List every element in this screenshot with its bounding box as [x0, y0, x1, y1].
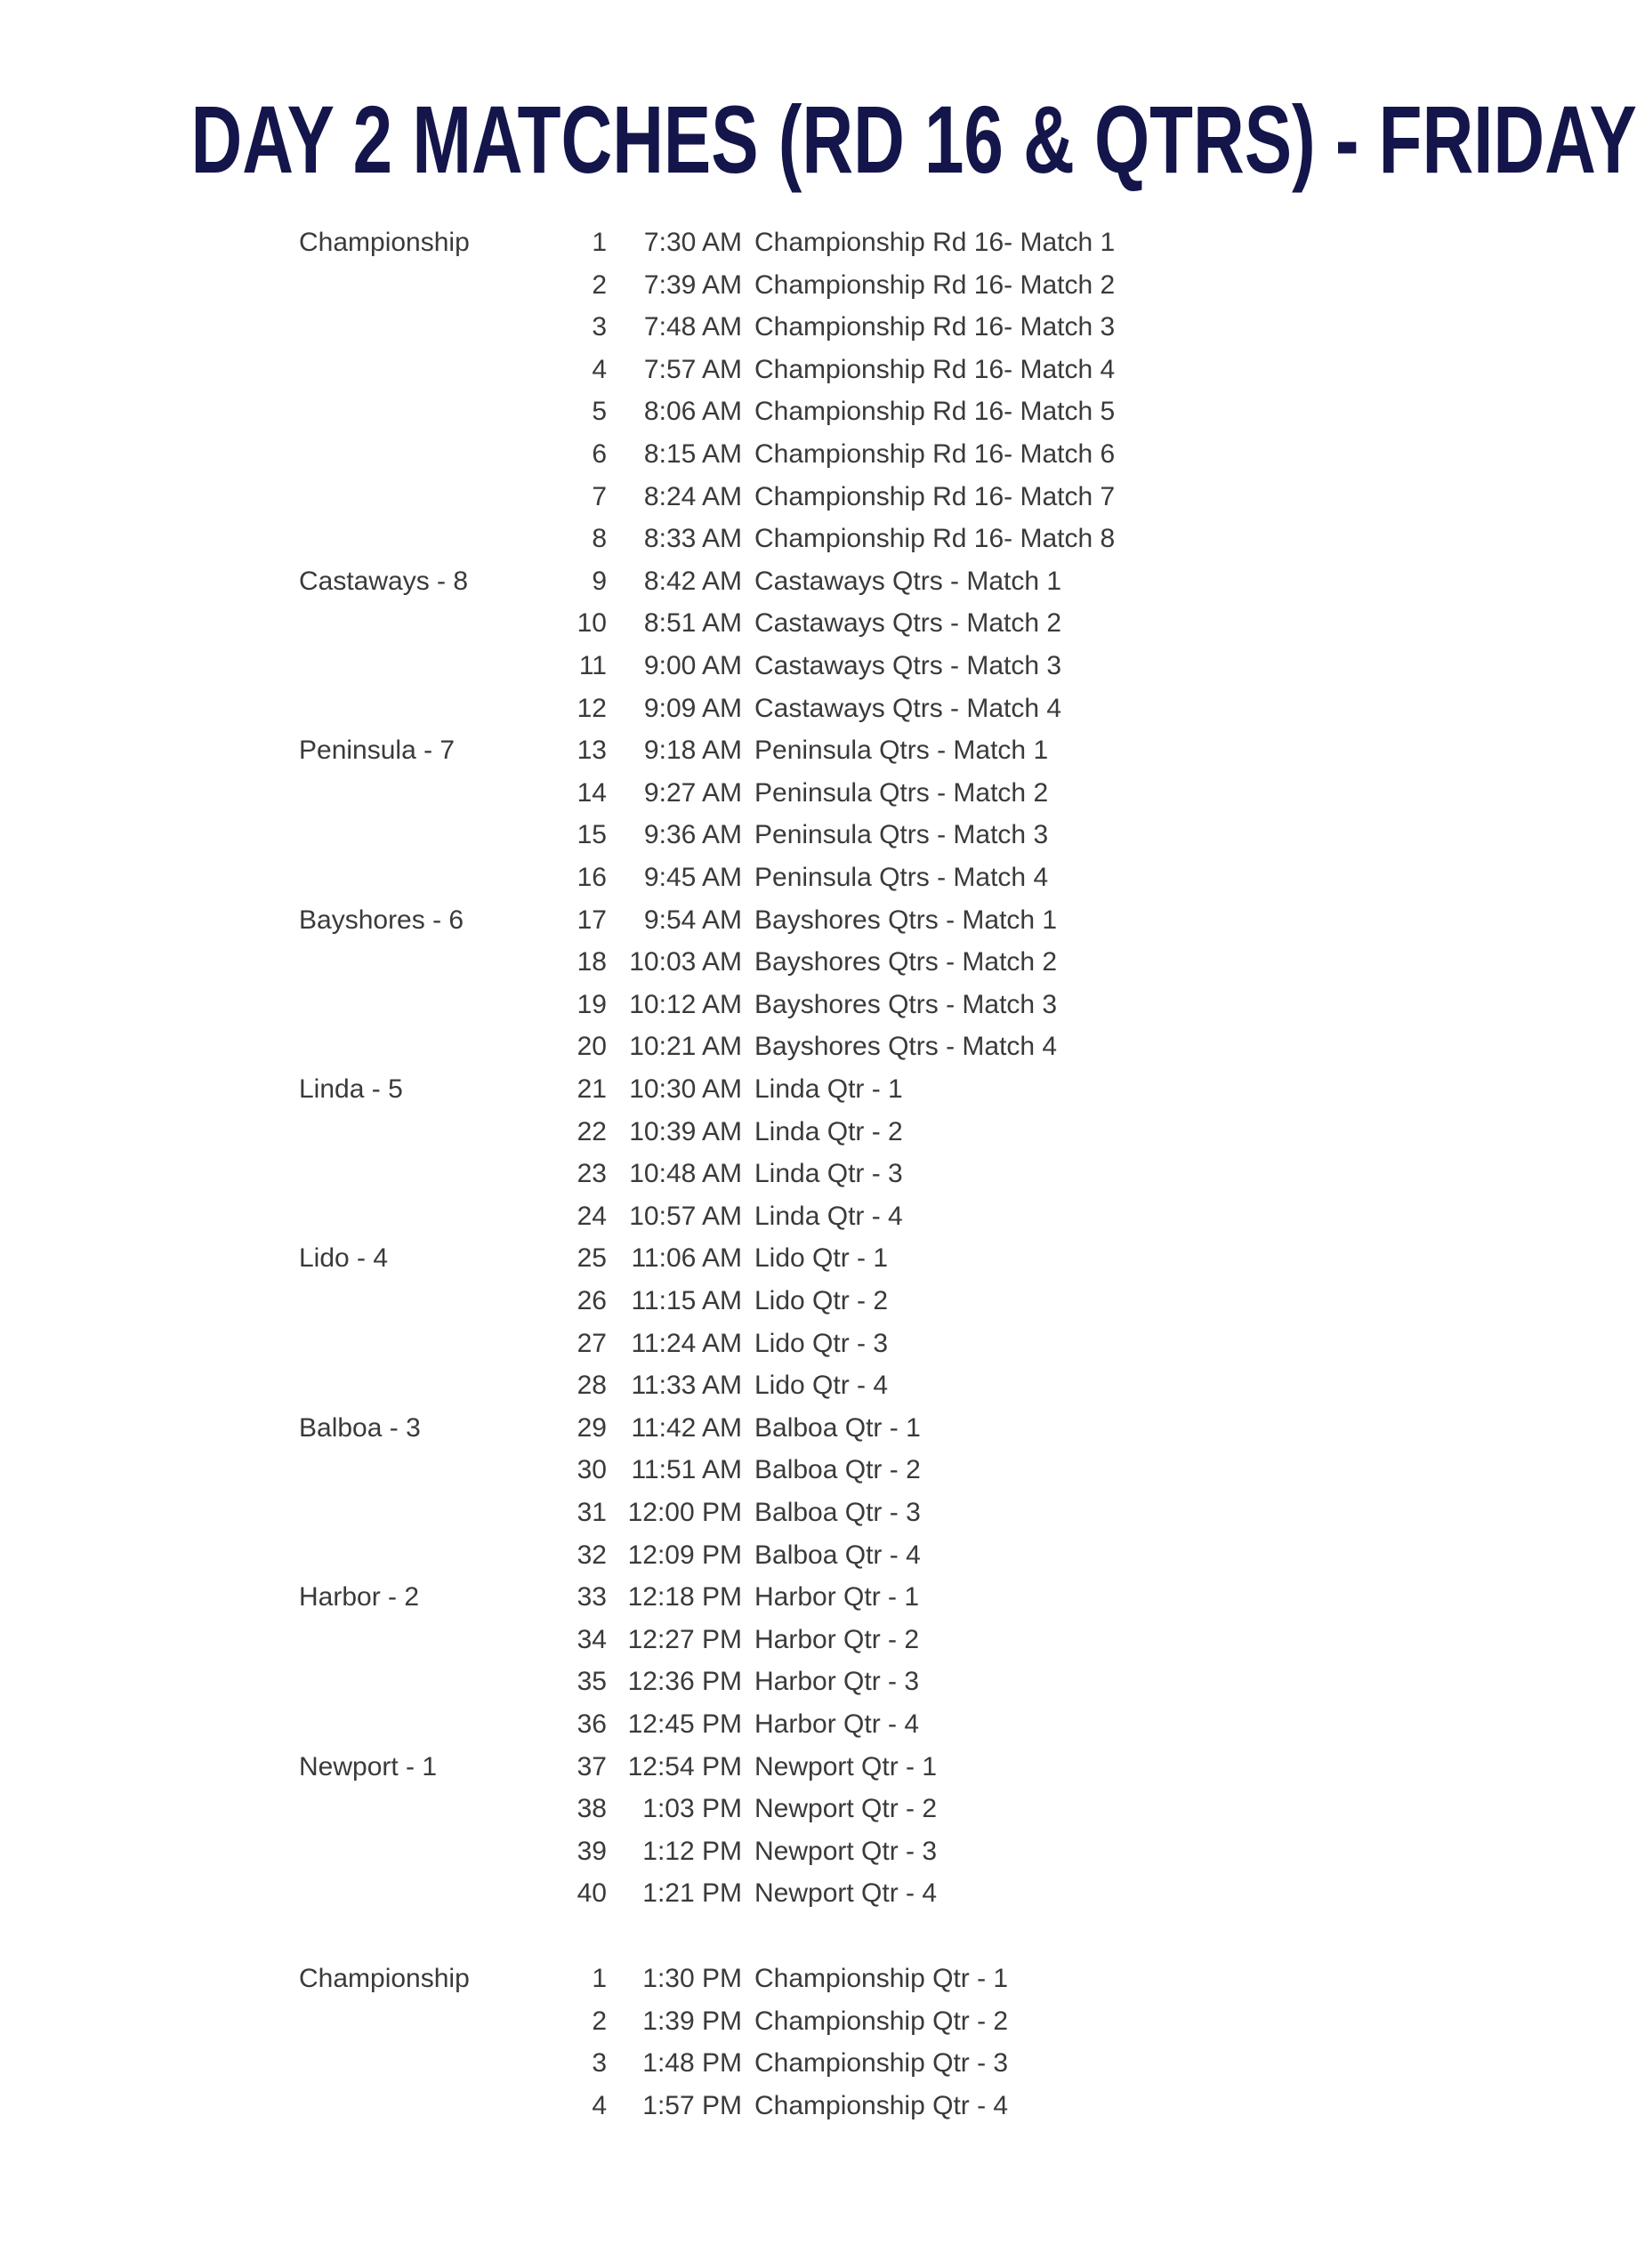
- match-time: 8:06 AM: [643, 397, 742, 427]
- match-number: 16: [577, 863, 607, 892]
- match-time: 7:39 AM: [643, 269, 742, 300]
- schedule-row: [0, 1789, 1468, 1830]
- match-number: 18: [577, 947, 607, 977]
- group-label: Linda - 5: [299, 1074, 403, 1104]
- match-description: Lido Qtr - 3: [754, 1328, 889, 1358]
- match-time: 11:06 AM: [631, 1243, 742, 1274]
- match-description: Peninsula Qtrs - Match 3: [754, 820, 1049, 850]
- schedule-row: [0, 985, 1468, 1025]
- schedule-row: [0, 1450, 1468, 1491]
- schedule-row: [0, 1238, 1468, 1279]
- match-number: 24: [577, 1201, 607, 1231]
- match-description: Championship Rd 16- Match 1: [754, 228, 1116, 257]
- group-label: Harbor - 2: [299, 1582, 420, 1613]
- schedule-row: [0, 2043, 1468, 2084]
- match-number: 19: [577, 989, 607, 1019]
- match-description: Lido Qtr - 4: [754, 1371, 889, 1401]
- match-number: 4: [592, 354, 607, 384]
- schedule-row: [0, 1620, 1468, 1661]
- match-time: 1:21 PM: [642, 1878, 742, 1909]
- match-description: Newport Qtr - 4: [754, 1878, 938, 1909]
- match-number: 14: [577, 777, 607, 808]
- match-number: 7: [592, 481, 607, 511]
- group-label: Bayshores - 6: [299, 905, 464, 935]
- match-time: 1:30 PM: [642, 1964, 742, 1993]
- match-description: Linda Qtr - 1: [754, 1074, 903, 1104]
- match-number: 3: [592, 2048, 607, 2079]
- match-time: 12:18 PM: [627, 1582, 742, 1613]
- schedule-row: [0, 477, 1468, 518]
- match-number: 40: [577, 1878, 607, 1909]
- match-description: Linda Qtr - 3: [754, 1159, 903, 1189]
- match-description: Championship Rd 16- Match 8: [754, 524, 1116, 554]
- match-number: 4: [592, 2090, 607, 2120]
- schedule-row: [0, 434, 1468, 475]
- group-label: Newport - 1: [299, 1751, 438, 1781]
- match-description: Peninsula Qtrs - Match 4: [754, 863, 1049, 892]
- match-description: Lido Qtr - 2: [754, 1286, 889, 1315]
- match-description: Bayshores Qtrs - Match 1: [754, 905, 1058, 935]
- match-time: 8:51 AM: [643, 608, 742, 639]
- match-time: 1:39 PM: [642, 2006, 742, 2036]
- group-label: Castaways - 8: [299, 566, 469, 596]
- match-number: 38: [577, 1794, 607, 1824]
- match-number: 1: [592, 228, 607, 257]
- schedule-row: [0, 1577, 1468, 1618]
- match-number: 8: [592, 524, 607, 554]
- schedule-row: [0, 1026, 1468, 1067]
- schedule-row: [0, 1281, 1468, 1322]
- match-number: 29: [577, 1412, 607, 1443]
- schedule-row: [0, 222, 1468, 263]
- match-number: 30: [577, 1455, 607, 1485]
- match-description: Bayshores Qtrs - Match 4: [754, 1032, 1058, 1062]
- match-number: 23: [577, 1159, 607, 1189]
- match-number: 15: [577, 820, 607, 850]
- match-description: Balboa Qtr - 4: [754, 1540, 921, 1570]
- match-time: 1:03 PM: [642, 1794, 742, 1824]
- match-description: Balboa Qtr - 3: [754, 1498, 921, 1527]
- match-number: 11: [578, 651, 607, 680]
- match-time: 11:42 AM: [631, 1412, 742, 1443]
- match-description: Castaways Qtrs - Match 4: [754, 693, 1062, 723]
- match-description: Newport Qtr - 1: [754, 1751, 938, 1781]
- match-time: 8:15 AM: [643, 439, 742, 469]
- match-time: 1:57 PM: [642, 2090, 742, 2120]
- match-description: Championship Rd 16- Match 2: [754, 269, 1116, 300]
- match-time: 9:36 AM: [643, 820, 742, 850]
- match-number: 33: [577, 1582, 607, 1613]
- match-number: 1: [592, 1964, 607, 1993]
- match-number: 12: [577, 693, 607, 723]
- match-number: 31: [577, 1498, 607, 1527]
- match-number: 6: [592, 439, 607, 469]
- match-number: 34: [577, 1624, 607, 1654]
- schedule-row: [0, 2086, 1468, 2127]
- schedule-row: [0, 773, 1468, 814]
- match-time: 10:57 AM: [629, 1201, 742, 1231]
- match-description: Harbor Qtr - 4: [754, 1709, 920, 1739]
- match-time: 10:39 AM: [629, 1116, 742, 1146]
- schedule-row: [0, 1069, 1468, 1110]
- group-label: Lido - 4: [299, 1243, 389, 1274]
- match-description: Championship Rd 16- Match 3: [754, 312, 1116, 342]
- match-description: Championship Rd 16- Match 4: [754, 354, 1116, 384]
- match-number: 37: [577, 1751, 607, 1781]
- match-number: 36: [577, 1709, 607, 1739]
- schedule-row: [0, 857, 1468, 898]
- schedule-row: [0, 603, 1468, 644]
- match-time: 9:09 AM: [643, 693, 742, 723]
- match-description: Championship Rd 16- Match 7: [754, 481, 1116, 511]
- match-description: Harbor Qtr - 1: [754, 1582, 920, 1613]
- match-time: 7:57 AM: [643, 354, 742, 384]
- match-number: 3: [592, 312, 607, 342]
- match-number: 25: [577, 1243, 607, 1274]
- match-time: 11:15 AM: [631, 1286, 742, 1315]
- match-description: Balboa Qtr - 1: [754, 1412, 921, 1443]
- match-time: 10:48 AM: [629, 1159, 742, 1189]
- match-description: Castaways Qtrs - Match 2: [754, 608, 1062, 639]
- schedule-row: [0, 350, 1468, 390]
- schedule-row: [0, 1873, 1468, 1914]
- match-description: Newport Qtr - 2: [754, 1794, 938, 1824]
- match-time: 12:27 PM: [627, 1624, 742, 1654]
- match-description: Lido Qtr - 1: [754, 1243, 889, 1274]
- schedule-row: [0, 730, 1468, 771]
- page-title: DAY 2 MATCHES (RD 16 & QTRS) - FRIDAY: [190, 85, 1637, 193]
- match-description: Harbor Qtr - 2: [754, 1624, 920, 1654]
- match-time: 10:12 AM: [629, 989, 742, 1019]
- match-number: 32: [577, 1540, 607, 1570]
- match-description: Bayshores Qtrs - Match 3: [754, 989, 1058, 1019]
- match-description: Linda Qtr - 4: [754, 1201, 903, 1231]
- match-time: 11:51 AM: [631, 1455, 742, 1485]
- match-number: 27: [577, 1328, 607, 1358]
- match-number: 35: [577, 1667, 607, 1697]
- group-label: Championship: [299, 228, 470, 257]
- match-number: 21: [577, 1074, 607, 1104]
- match-time: 12:54 PM: [627, 1751, 742, 1781]
- group-label: Balboa - 3: [299, 1412, 421, 1443]
- schedule-row: [0, 265, 1468, 306]
- group-label: Peninsula - 7: [299, 736, 456, 766]
- match-description: Castaways Qtrs - Match 1: [754, 566, 1062, 596]
- match-time: 12:00 PM: [627, 1498, 742, 1527]
- schedule-row: [0, 815, 1468, 856]
- schedule-row: [0, 1747, 1468, 1788]
- match-description: Peninsula Qtrs - Match 1: [754, 736, 1049, 766]
- match-time: 7:30 AM: [643, 228, 742, 257]
- match-description: Harbor Qtr - 3: [754, 1667, 920, 1697]
- match-time: 9:27 AM: [643, 777, 742, 808]
- match-description: Championship Qtr - 2: [754, 2006, 1009, 2036]
- schedule-row: [0, 2001, 1468, 2042]
- match-time: 12:45 PM: [627, 1709, 742, 1739]
- match-number: 22: [577, 1116, 607, 1146]
- match-description: Peninsula Qtrs - Match 2: [754, 777, 1049, 808]
- match-time: 12:36 PM: [627, 1667, 742, 1697]
- match-number: 2: [592, 2006, 607, 2036]
- match-description: Balboa Qtr - 2: [754, 1455, 921, 1485]
- match-number: 5: [592, 397, 607, 427]
- schedule-row: [0, 561, 1468, 602]
- schedule-row: [0, 1704, 1468, 1745]
- match-description: Championship Qtr - 1: [754, 1964, 1009, 1993]
- match-time: 9:00 AM: [643, 651, 742, 680]
- schedule-row: [0, 1365, 1468, 1406]
- match-time: 1:48 PM: [642, 2048, 742, 2079]
- match-time: 10:03 AM: [629, 947, 742, 977]
- match-number: 9: [592, 566, 607, 596]
- schedule-row: [0, 1661, 1468, 1702]
- match-description: Championship Rd 16- Match 6: [754, 439, 1116, 469]
- match-number: 10: [577, 608, 607, 639]
- match-description: Newport Qtr - 3: [754, 1836, 938, 1866]
- match-time: 9:54 AM: [643, 905, 742, 935]
- match-number: 13: [577, 736, 607, 766]
- match-time: 8:24 AM: [643, 481, 742, 511]
- match-time: 8:33 AM: [643, 524, 742, 554]
- schedule-row: [0, 688, 1468, 729]
- schedule-row: [0, 1112, 1468, 1153]
- schedule-row: [0, 1492, 1468, 1533]
- match-time: 11:33 AM: [631, 1371, 742, 1401]
- schedule-row: [0, 900, 1468, 941]
- match-time: 10:30 AM: [629, 1074, 742, 1104]
- match-number: 28: [577, 1371, 607, 1401]
- schedule-row: [0, 307, 1468, 348]
- match-time: 9:18 AM: [643, 736, 742, 766]
- schedule-row: [0, 942, 1468, 983]
- match-number: 2: [592, 269, 607, 300]
- match-number: 39: [577, 1836, 607, 1866]
- match-description: Championship Rd 16- Match 5: [754, 397, 1116, 427]
- schedule-row: [0, 1958, 1468, 1999]
- schedule-row: [0, 1408, 1468, 1449]
- match-time: 1:12 PM: [642, 1836, 742, 1866]
- match-time: 11:24 AM: [631, 1328, 742, 1358]
- schedule-row: [0, 1831, 1468, 1872]
- match-time: 9:45 AM: [643, 863, 742, 892]
- match-description: Bayshores Qtrs - Match 2: [754, 947, 1058, 977]
- match-number: 26: [577, 1286, 607, 1315]
- match-time: 8:42 AM: [643, 566, 742, 596]
- schedule-row: [0, 1323, 1468, 1364]
- match-number: 20: [577, 1032, 607, 1062]
- match-time: 12:09 PM: [627, 1540, 742, 1570]
- match-description: Castaways Qtrs - Match 3: [754, 651, 1062, 680]
- match-description: Championship Qtr - 4: [754, 2090, 1009, 2120]
- group-label: Championship: [299, 1964, 470, 1993]
- match-description: Championship Qtr - 3: [754, 2048, 1009, 2079]
- match-time: 7:48 AM: [643, 312, 742, 342]
- match-time: 10:21 AM: [629, 1032, 742, 1062]
- schedule-row: [0, 646, 1468, 687]
- schedule-row: [0, 391, 1468, 432]
- schedule-row: [0, 1535, 1468, 1576]
- schedule-row: [0, 1154, 1468, 1194]
- match-description: Linda Qtr - 2: [754, 1116, 903, 1146]
- schedule-row: [0, 519, 1468, 559]
- schedule-row: [0, 1196, 1468, 1237]
- match-number: 17: [577, 905, 607, 935]
